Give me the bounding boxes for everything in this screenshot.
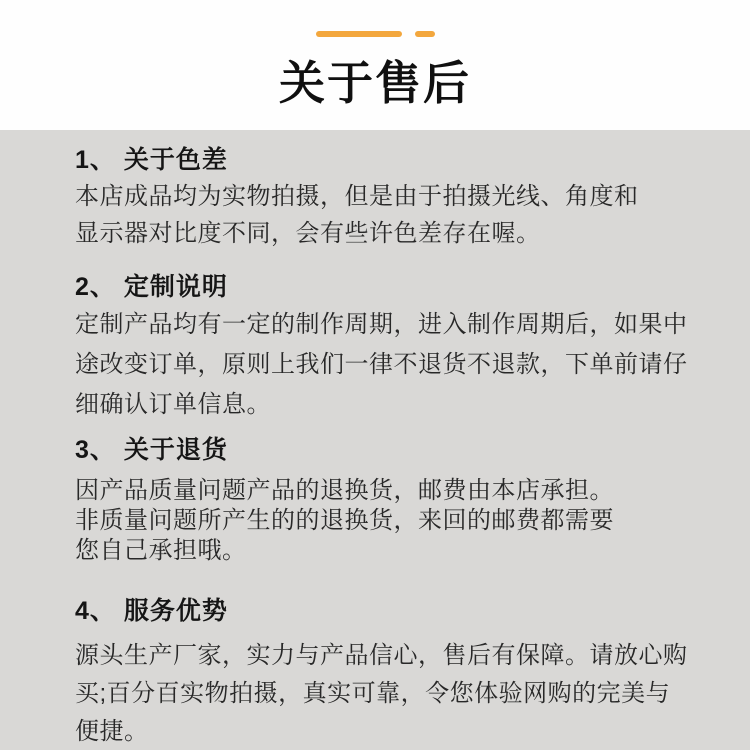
page-title: 关于售后 [279,57,471,109]
section-heading: 2、 定制说明 [75,273,228,301]
section-body: 源头生产厂家，实力与产品信心，售后有保障。请放心购 买;百分百实物拍摄，真实可靠，令您体验网购的完美与 便捷。 [75,642,688,745]
section-body: 因产品质量问题产品的退换货，邮费由本店承担。 非质量问题所产生的的退换货，来回的邮费都需要 您自己承担哦。 [75,477,614,564]
section-body: 定制产品均有一定的制作周期，进入制作周期后，如果中 途改变订单，原则上我们一律不退货不退款，下单前请仔 细确认订单信息。 [75,311,688,418]
section-heading: 1、 关于色差 [75,146,228,174]
accent-dash-long [316,31,402,37]
section-heading: 4、 服务优势 [75,597,228,625]
section-body: 本店成品均为实物拍摄，但是由于拍摄光线、角度和 显示器对比度不同，会有些许色差存在喔。 [75,183,639,247]
page-header [0,0,750,130]
section-customization [75,269,695,425]
section-returns [75,432,695,566]
section-service-advantage [75,593,695,751]
after-sales-panel [0,130,750,750]
accent-dash-short [415,31,435,37]
section-color-difference [75,142,695,252]
accent-dashes [0,31,750,37]
section-heading: 3、 关于退货 [75,436,228,464]
